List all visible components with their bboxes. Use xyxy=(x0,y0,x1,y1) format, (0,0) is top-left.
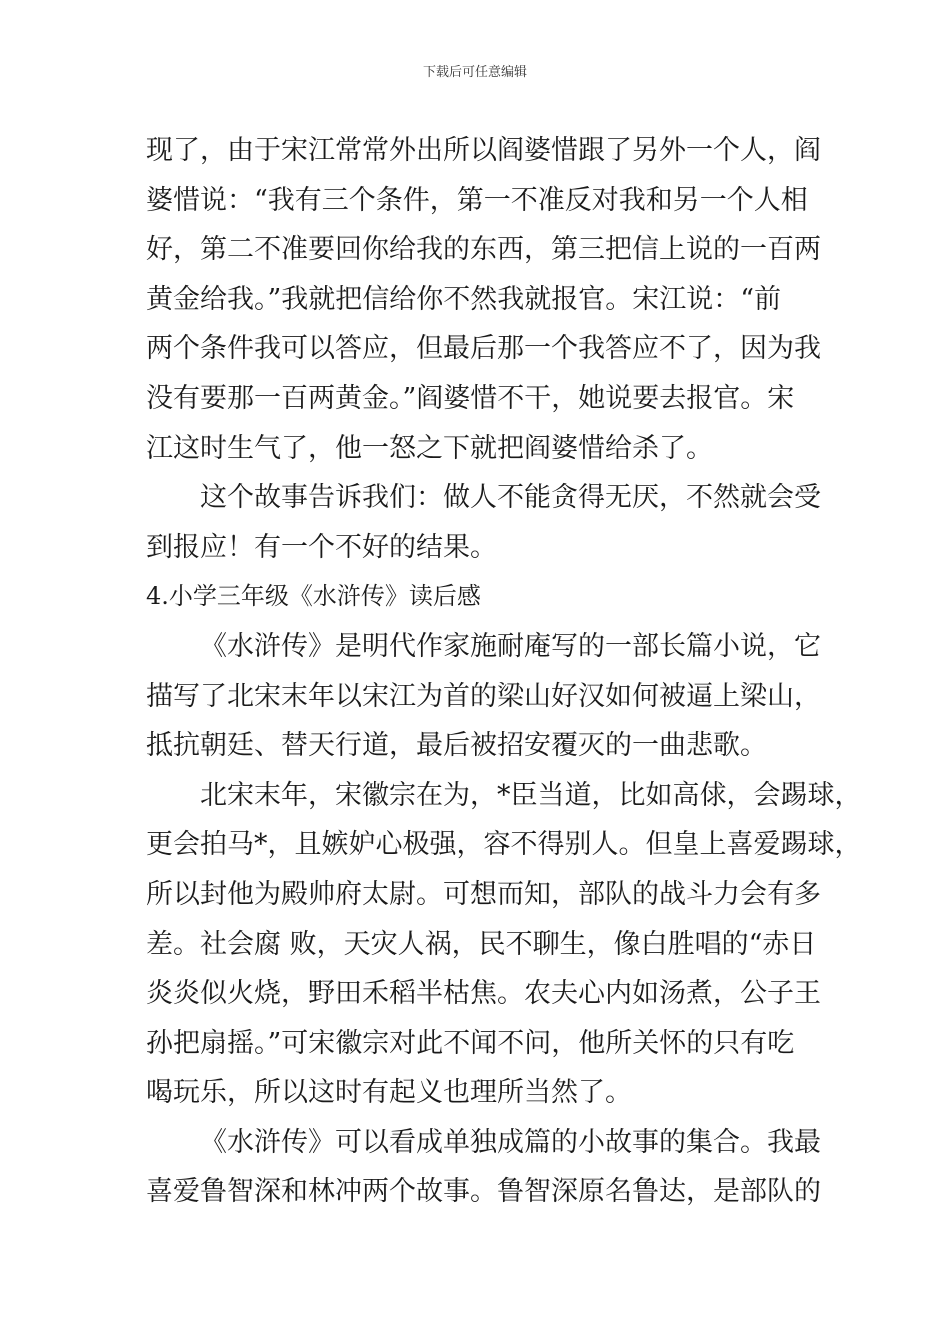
body-line: 两个条件我可以答应，但最后那一个我答应不了，因为我 xyxy=(146,333,821,365)
document-body xyxy=(146,126,862,1217)
body-line: 更会拍马*，且嫉妒心极强，容不得别人。但皇上喜爱踢球， xyxy=(146,829,862,861)
body-line: 差。社会腐 败，天灾人祸，民不聊生，像白胜唱的“赤日 xyxy=(146,928,817,960)
body-line: 这个故事告诉我们：做人不能贪得无厌，不然就会受 xyxy=(200,482,821,514)
body-line: 没有要那一百两黄金。”阎婆惜不干，她说要去报官。宋 xyxy=(146,382,795,414)
body-line: 《水浒传》是明代作家施耐庵写的一部长篇小说，它 xyxy=(200,630,821,662)
section-heading: 4.小学三年级《水浒传》读后感 xyxy=(146,582,481,611)
body-line: 孙把扇摇。”可宋徽宗对此不闻不问，他所关怀的只有吃 xyxy=(146,1027,795,1059)
body-line: 《水浒传》可以看成单独成篇的小故事的集合。我最 xyxy=(200,1126,821,1158)
body-line: 炎炎似火烧，野田禾稻半枯焦。农夫心内如汤煮，公子王 xyxy=(146,978,821,1010)
body-line: 所以封他为殿帅府太尉。可想而知，部队的战斗力会有多 xyxy=(146,878,821,910)
page-header: 下载后可任意编辑 xyxy=(422,65,527,80)
body-line: 到报应！有一个不好的结果。 xyxy=(146,531,497,563)
body-line: 喜爱鲁智深和林冲两个故事。鲁智深原名鲁达，是部队的 xyxy=(146,1176,821,1208)
body-line: 好，第二不准要回你给我的东西，第三把信上说的一百两 xyxy=(146,234,821,266)
body-line: 江这时生气了，他一怒之下就把阎婆惜给杀了。 xyxy=(146,432,713,464)
body-line: 抵抗朝廷、替天行道，最后被招安覆灭的一曲悲歌。 xyxy=(146,730,767,762)
body-line: 现了，由于宋江常常外出所以阎婆惜跟了另外一个人，阎 xyxy=(146,135,821,166)
body-line: 北宋末年，宋徽宗在为，*臣当道，比如高俅，会踢球， xyxy=(200,779,862,811)
body-line: 黄金给我。”我就把信给你不然我就报官。宋江说：“前 xyxy=(146,283,782,315)
body-line: 喝玩乐，所以这时有起义也理所当然了。 xyxy=(146,1077,632,1109)
body-line: 婆惜说：“我有三个条件，第一不准反对我和另一个人相 xyxy=(146,184,808,216)
body-line: 描写了北宋末年以宋江为首的梁山好汉如何被逼上梁山， xyxy=(146,680,821,712)
